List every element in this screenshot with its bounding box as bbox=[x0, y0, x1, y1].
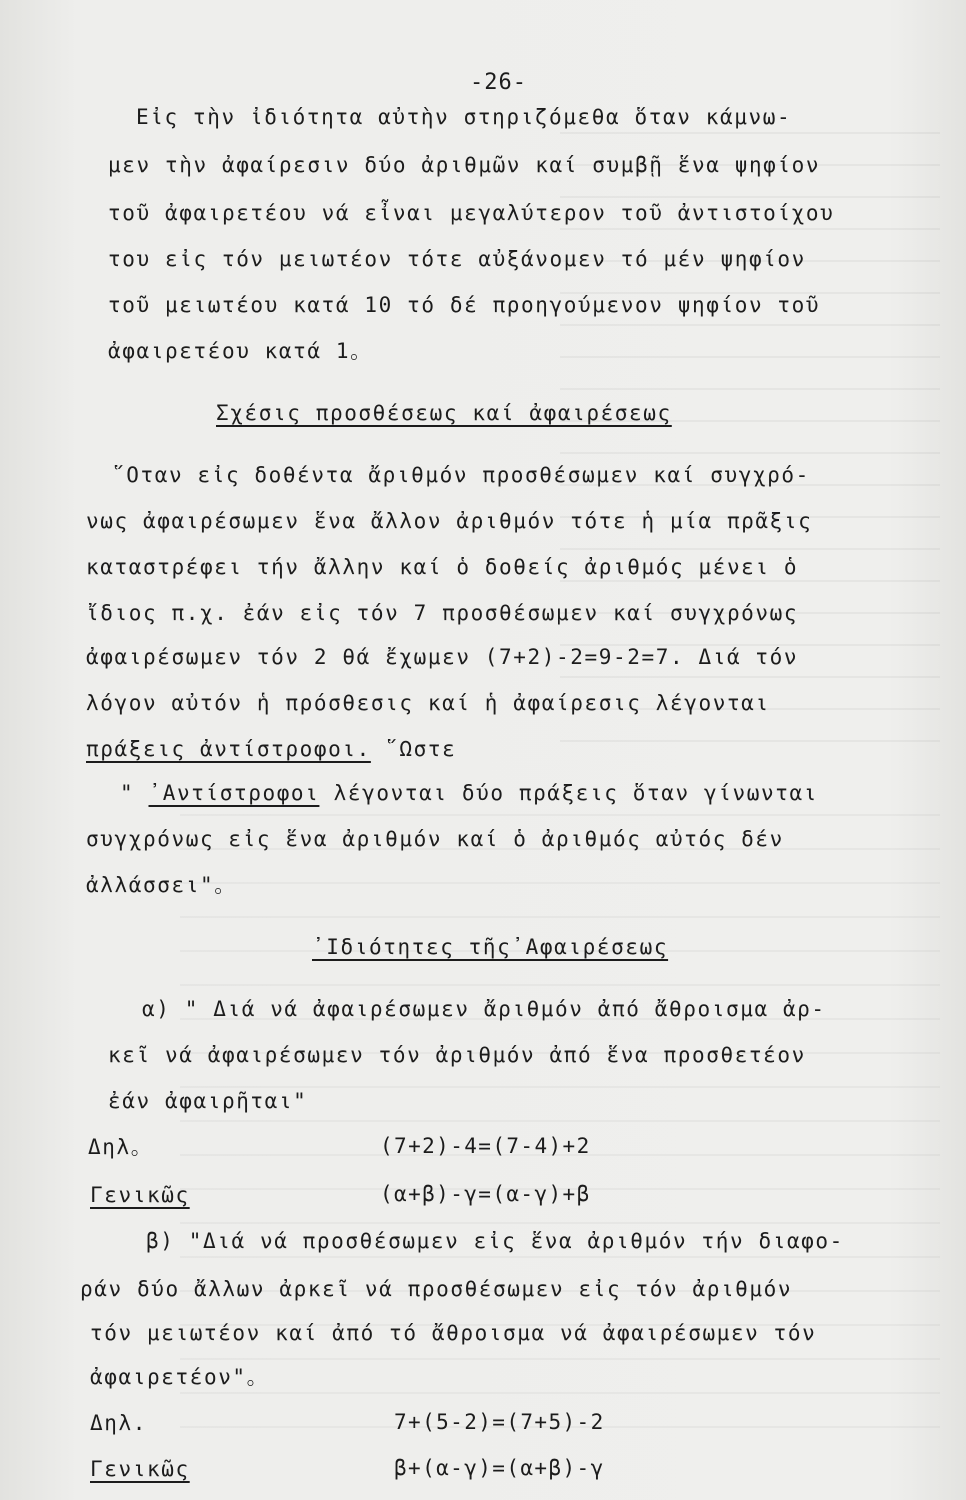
text-line: κεῖ νά ἀφαιρέσωμεν τόν ἀριθμόν ἀπό ἕνα προσθετέον bbox=[108, 1043, 806, 1067]
text-line: νως ἀφαιρέσωμεν ἕνα ἄλλον ἀριθμόν τότε ἡ μία πρᾶξις bbox=[86, 509, 813, 533]
text-line: μεν τὴν ἀφαίρεσιν δύο ἀριθμῶν καί συμβῇ ἕνα ψηφίον bbox=[108, 153, 821, 177]
text-line: β) "Διά νά προσθέσωμεν εἰς ἕνα ἀριθμόν τήν διαφο- bbox=[146, 1229, 844, 1253]
page-number: -26- bbox=[470, 70, 527, 95]
general-label: Γενικῶς bbox=[90, 1457, 190, 1481]
underlined-term: πράξεις ἀντίστροφοι. bbox=[86, 737, 371, 761]
example-formula: 7+(5-2)=(7+5)-2 bbox=[394, 1410, 605, 1434]
text-line: α) " Διά νά ἀφαιρέσωμεν ἄριθμόν ἀπό ἄθροισμα ἀρ- bbox=[142, 997, 826, 1021]
example-label: Δηλ. bbox=[90, 1411, 147, 1435]
text-line bbox=[120, 780, 818, 806]
section-heading: ᾽Ιδιότητες τῆς᾽Αφαιρέσεως bbox=[312, 935, 669, 959]
general-formula: β+(α-γ)=(α+β)-γ bbox=[394, 1456, 605, 1480]
text-line: λόγον αὐτόν ἡ πρόσθεσις καί ἡ ἀφαίρεσις λέγονται bbox=[86, 691, 770, 715]
text-line: καταστρέφει τήν ἄλλην καί ὁ δοθείς ἀριθμός μένει ὁ bbox=[86, 555, 799, 579]
text-line: ῞Οταν εἰς δοθέντα ἄριθμόν προσθέσωμεν καί συγχρό- bbox=[112, 463, 810, 487]
text-line: συγχρόνως εἰς ἕνα ἀριθμόν καί ὁ ἀριθμός αὐτός δέν bbox=[86, 827, 784, 851]
text-line: Εἰς τὴν ἰδιότητα αὐτὴν στηριζόμεθα ὅταν κάμνω- bbox=[136, 105, 792, 129]
text-line: ἀφαιρέσωμεν τόν 2 θά ἔχωμεν (7+2)-2=9-2=7. Διά τόν bbox=[86, 645, 799, 669]
text-line: ἀλλάσσει"。 bbox=[86, 873, 237, 897]
text-line: του εἰς τόν μειωτέον τότε αὐξάνομεν τό μέν ψηφίον bbox=[108, 247, 806, 271]
text-line: τόν μειωτέον καί ἀπό τό ἄθροισμα νά ἀφαιρέσωμεν τόν bbox=[90, 1321, 817, 1345]
example-formula: (7+2)-4=(7-4)+2 bbox=[380, 1134, 591, 1158]
general-formula: (α+β)-γ=(α-γ)+β bbox=[380, 1182, 591, 1206]
text-line bbox=[86, 736, 456, 762]
text-line: ἀφαιρετέον"。 bbox=[90, 1365, 270, 1389]
quote-mark: " bbox=[120, 781, 149, 805]
text-line: ράν δύο ἄλλων ἀρκεῖ νά προσθέσωμεν εἰς τόν ἀριθμόν bbox=[80, 1277, 793, 1301]
text-line: τοῦ μειωτέου κατά 10 τό δέ προηγούμενον ψηφίον τοῦ bbox=[108, 293, 821, 317]
general-label: Γενικῶς bbox=[90, 1183, 190, 1207]
text-fragment: λέγονται δύο πράξεις ὅταν γίνωνται bbox=[319, 781, 818, 805]
text-line: ἐάν ἀφαιρῆται" bbox=[108, 1089, 308, 1113]
underlined-term: ᾽Αντίστροφοι bbox=[148, 781, 320, 805]
text-line: ἀφαιρετέου κατά 1。 bbox=[108, 339, 373, 363]
section-heading: Σχέσις προσθέσεως καί ἀφαιρέσεως bbox=[216, 401, 672, 425]
text-line: τοῦ ἀφαιρετέου νά εἶναι μεγαλύτερον τοῦ ἀντιστοίχου bbox=[108, 201, 835, 225]
text-line: ἴδιος π.χ. ἐάν εἰς τόν 7 προσθέσωμεν καί συγχρόνως bbox=[86, 601, 799, 625]
example-label: Δηλ。 bbox=[88, 1135, 154, 1159]
text-fragment: ῞Ωστε bbox=[370, 737, 457, 761]
